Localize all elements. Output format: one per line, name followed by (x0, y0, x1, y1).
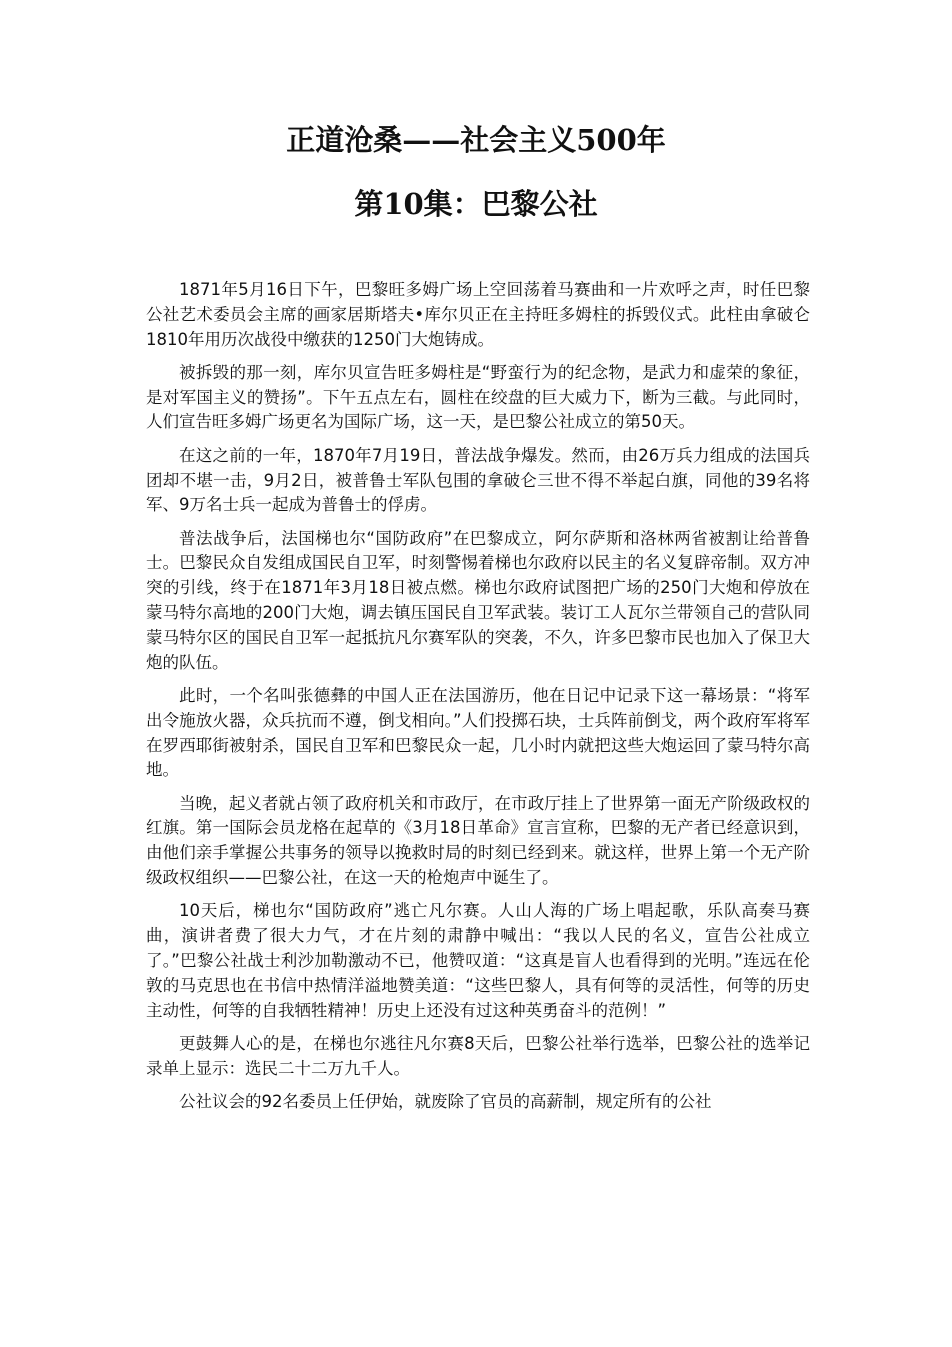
paragraph-7: 10天后，梯也尔“国防政府”逃亡凡尔赛。人山人海的广场上唱起歌，乐队高奏马赛曲，演讲者费了很大力气，才在片刻的肃静中喊出：“我以人民的名义，宣告公社成立了。”巴黎公社战士利沙加勒激动不已，他赞叹道：“这真是盲人也看得到的光明。”连远在伦敦的马克思也在书信中热情洋溢地赞美道：“这些巴黎人，具有何等的灵活性，何等的历史主动性，何等的自我牺牲精神！历史上还没有过这种英勇奋斗的范例！” (146, 901, 810, 1020)
paragraph-5: 此时，一个名叫张德彝的中国人正在法国游历，他在日记中记录下这一幕场景：“将军出令施放火器，众兵抗而不遵，倒戈相向。”人们投掷石块，士兵阵前倒戈，两个政府军将军在罗西耶街被射杀，国民自卫军和巴黎民众一起，几小时内就把这些大炮运回了蒙马特尔高地。 (146, 685, 810, 780)
paragraph-6: 当晚，起义者就占领了政府机关和市政厅，在市政厅挂上了世界第一面无产阶级政权的红旗。第一国际会员龙格在起草的《3月18日革命》宣言宣称，巴黎的无产者已经意识到，由他们亲手掌握公共事务的领导以挽救时局的时刻已经到来。就这样，世界上第一个无产阶级政权组织——巴黎公社，在这一天的枪炮声中诞生了。 (146, 793, 810, 888)
paragraph-3: 在这之前的一年，1870年7月19日，普法战争爆发。然而，由26万兵力组成的法国兵团却不堪一击，9月2日，被普鲁士军队包围的拿破仑三世不得不举起白旗，同他的39名将军、9万名士兵一起成为普鲁士的俘虏。 (146, 445, 810, 515)
document-body (146, 278, 810, 1123)
episode-subtitle: 第10集：巴黎公社 (354, 187, 598, 221)
paragraph-4: 普法战争后，法国梯也尔“国防政府”在巴黎成立，阿尔萨斯和洛林两省被割让给普鲁士。巴黎民众自发组成国民自卫军，时刻警惕着梯也尔政府以民主的名义复辟帝制。双方冲突的引线，终于在1871年3月18日被点燃。梯也尔政府试图把广场的250门大炮和停放在蒙马特尔高地的200门大炮，调去镇压国民自卫军武装。装订工人瓦尔兰带领自己的营队同蒙马特尔区的国民自卫军一起抵抗凡尔赛军队的突袭，不久，许多巴黎市民也加入了保卫大炮的队伍。 (146, 528, 810, 672)
paragraph-1: 1871年5月16日下午，巴黎旺多姆广场上空回荡着马赛曲和一片欢呼之声，时任巴黎公社艺术委员会主席的画家居斯塔夫•库尔贝正在主持旺多姆柱的拆毁仪式。此柱由拿破仑1810年用历次战役中缴获的1250门大炮铸成。 (146, 280, 810, 349)
paragraph-2: 被拆毁的那一刻，库尔贝宣告旺多姆柱是“野蛮行为的纪念物，是武力和虚荣的象征，是对军国主义的赞扬”。下午五点左右，圆柱在绞盘的巨大威力下，断为三截。与此同时，人们宣告旺多姆广场更名为国际广场，这一天，是巴黎公社成立的第50天。 (146, 362, 810, 432)
document-title: 正道沧桑——社会主义500年 (286, 123, 666, 157)
paragraph-8: 更鼓舞人心的是，在梯也尔逃往凡尔赛8天后，巴黎公社举行选举，巴黎公社的选举记录单上显示：选民二十二万九千人。 (146, 1033, 810, 1078)
paragraph-9: 公社议会的92名委员上任伊始，就废除了官员的高薪制，规定所有的公社 (179, 1091, 712, 1111)
